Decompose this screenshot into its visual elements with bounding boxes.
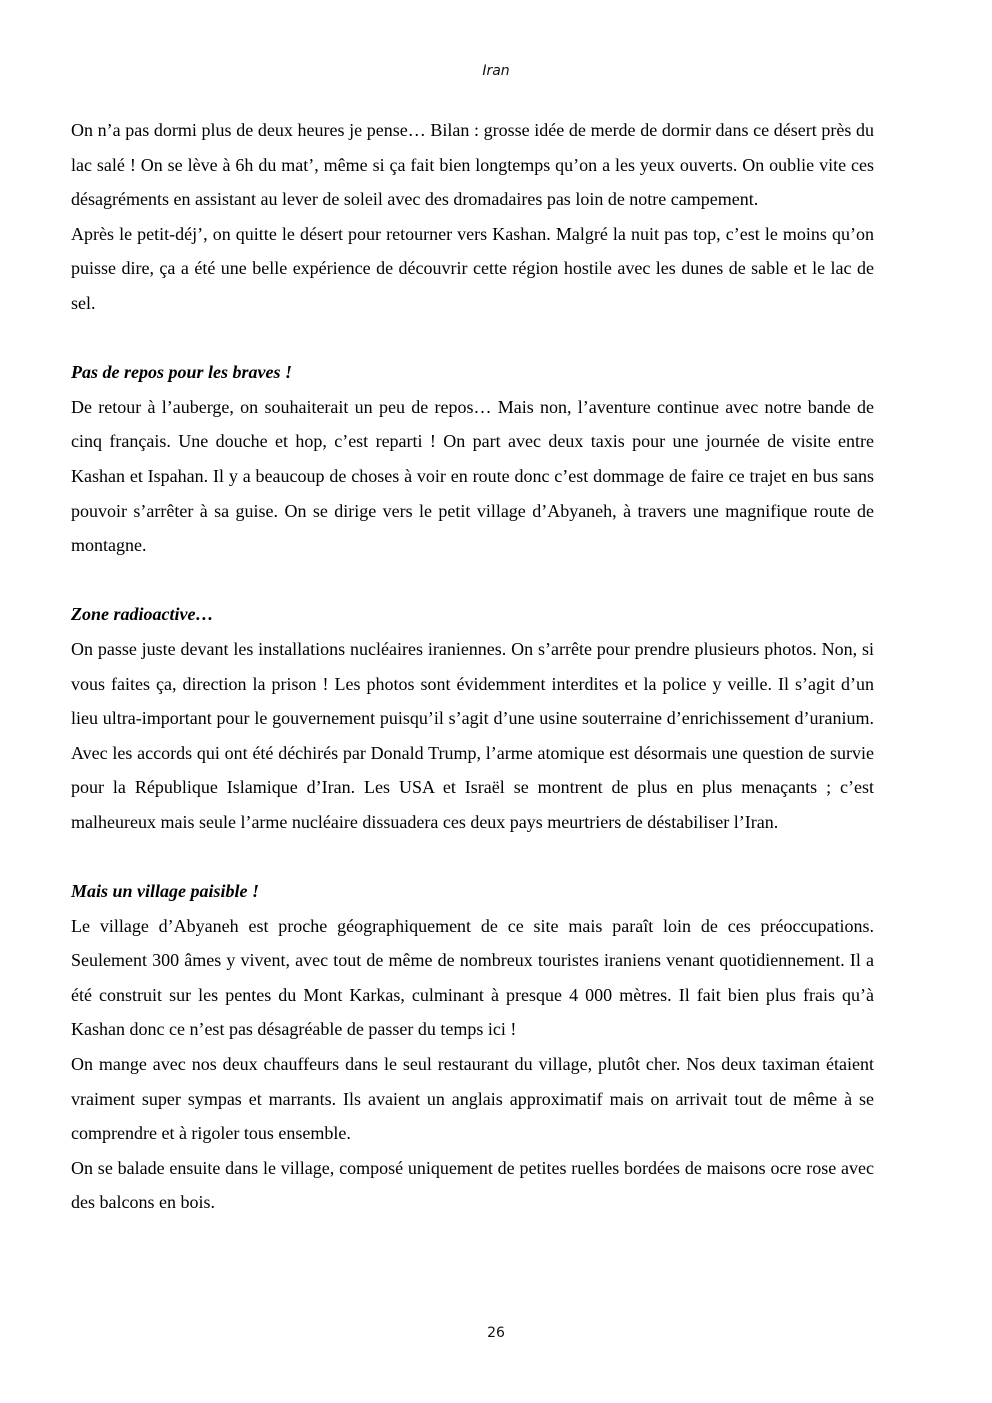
section-heading: Mais un village paisible ! — [71, 881, 260, 902]
paragraph: On mange avec nos deux chauffeurs dans le seul restaurant du village, plutôt cher. Nos deux taximan étaient vraiment super sympas et marrants. Ils avaient un anglais approximatif mais on arrivait tout de même à se comprendre et à rigoler tous ensemble. — [71, 1054, 874, 1144]
body-text — [71, 113, 874, 1220]
section-heading: Pas de repos pour les braves ! — [71, 362, 292, 383]
running-header: Iran — [482, 63, 510, 79]
page-number: 26 — [487, 1325, 505, 1341]
spacer — [71, 839, 874, 874]
section-heading: Zone radioactive… — [71, 604, 214, 625]
paragraph: Le village d’Abyaneh est proche géographiquement de ce site mais paraît loin de ces préoccupations. Seulement 300 âmes y vivent, avec tout de même de nombreux touristes iraniens venant quotidiennement. Il a été construit sur les pentes du Mont Karkas, culminant à presque 4 000 mètres. Il fait bien plus frais qu’à Kashan donc ce n’est pas désagréable de passer du temps ici ! — [71, 915, 874, 1040]
paragraph: On se balade ensuite dans le village, composé uniquement de petites ruelles bordées de maisons ocre rose avec des balcons en bois. — [71, 1157, 874, 1213]
spacer — [71, 321, 874, 356]
paragraph: On n’a pas dormi plus de deux heures je pense… Bilan : grosse idée de merde de dormir dans ce désert près du lac salé ! On se lève à 6h du mat’, même si ça fait bien longtemps qu’on a les yeux ouverts. On oublie vite ces désagréments en assistant au lever de soleil avec des dromadaires pas loin de notre campement. — [71, 120, 874, 210]
spacer — [71, 563, 874, 598]
paragraph: De retour à l’auberge, on souhaiterait un peu de repos… Mais non, l’aventure continue avec notre bande de cinq français. Une douche et hop, c’est reparti ! On part avec deux taxis pour une journée de visite entre Kashan et Ispahan. Il y a beaucoup de choses à voir en route donc c’est dommage de faire ce trajet en bus sans pouvoir s’arrêter à sa guise. On se dirige vers le petit village d’Abyaneh, à travers une magnifique route de montagne. — [71, 396, 874, 556]
paragraph: On passe juste devant les installations nucléaires iraniennes. On s’arrête pour prendre plusieurs photos. Non, si vous faites ça, direction la prison ! Les photos sont évidemment interdites et la police y veille. Il s’agit d’un lieu ultra-important pour le gouvernement puisqu’il s’agit d’une usine souterraine d’enrichissement d’uranium. Avec les accords qui ont été déchirés par Donald Trump, l’arme atomique est désormais une question de survie pour la République Islamique d’Iran. Les USA et Israël se montrent de plus en plus menaçants ; c’est malheureux mais seule l’arme nucléaire dissuadera ces deux pays meurtriers de déstabiliser l’Iran. — [71, 638, 874, 832]
paragraph: Après le petit-déj’, on quitte le désert pour retourner vers Kashan. Malgré la nuit pas top, c’est le moins qu’on puisse dire, ça a été une belle expérience de découvrir cette région hostile avec les dunes de sable et le lac de sel. — [71, 223, 874, 313]
